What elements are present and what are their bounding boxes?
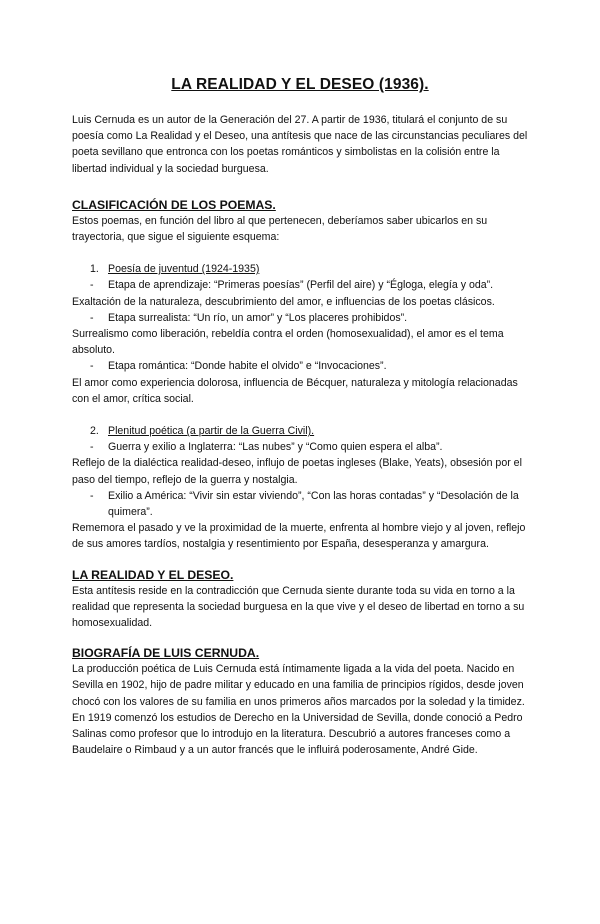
realidad-paragraph: Esta antítesis reside en la contradicción que Cernuda siente durante toda su vida en torno a la realidad que representa la sociedad burguesa en la que vive y el deseo de libertad en torno a su homosexualidad. xyxy=(72,584,525,630)
list-label: Plenitud poética (a partir de la Guerra Civil). xyxy=(108,425,315,438)
heading-biografia: BIOGRAFÍA DE LUIS CERNUDA. xyxy=(72,646,260,661)
document-page xyxy=(0,76,600,924)
list-item-plenitud xyxy=(72,423,528,439)
stage-item-romantica xyxy=(72,358,528,374)
dash-bullet: - xyxy=(90,279,94,292)
stage-text: Exilio a América: “Vivir sin estar viviendo”, “Con las horas contadas” y “Desolación de la quimera”. xyxy=(108,489,519,519)
stage-item-aprendizaje xyxy=(72,277,528,293)
list-number: 2. xyxy=(90,425,99,438)
dash-bullet: - xyxy=(90,489,94,502)
dash-bullet: - xyxy=(90,360,94,373)
stage-text: Etapa romántica: “Donde habite el olvido” e “Invocaciones”. xyxy=(108,360,387,373)
list-item-juventud xyxy=(72,261,528,277)
stage-text: Etapa de aprendizaje: “Primeras poesías” (Perfil del aire) y “Égloga, elegía y oda”. xyxy=(108,279,494,292)
intro-paragraph: Luis Cernuda es un autor de la Generación del 27. A partir de 1936, titulará el conjunto de su poesía como La Realidad y el Deseo, una antítesis que nace de las circunstancias peculiares del poeta sevillano que entronca con los poetas románticos y simbolistas en la colisión entre la libertad individual y la sociedad burguesa. xyxy=(72,114,528,175)
stage-item-inglaterra xyxy=(72,439,528,455)
stage-description: El amor como experiencia dolorosa, influencia de Bécquer, naturaleza y mitología relacionadas con el amor, crítica social. xyxy=(72,376,518,405)
heading-realidad: LA REALIDAD Y EL DESEO. xyxy=(72,567,234,582)
document-title: LA REALIDAD Y EL DESEO (1936). xyxy=(171,76,429,93)
stage-description: Rememora el pasado y ve la proximidad de la muerte, enfrenta al hombre viejo y al joven, reflejo de sus amores tardíos, nostalgia y resentimiento por España, desesperanza y amargura. xyxy=(72,522,526,551)
list-label: Poesía de juventud (1924-1935) xyxy=(108,263,260,276)
stage-text: Etapa surrealista: “Un río, un amor” y “Los placeres prohibidos”. xyxy=(108,311,408,324)
dash-bullet: - xyxy=(90,311,94,324)
stage-item-surrealista xyxy=(72,310,528,326)
stage-description: Surrealismo como liberación, rebeldía contra el orden (homosexualidad), el amor es el tema absoluto. xyxy=(72,328,504,357)
stage-text: Guerra y exilio a Inglaterra: “Las nubes” y “Como quien espera el alba”. xyxy=(108,441,443,454)
stage-item-america xyxy=(72,488,528,520)
dash-bullet: - xyxy=(90,441,94,454)
clasificacion-intro: Estos poemas, en función del libro al que pertenecen, deberíamos saber ubicarlos en su trayectoria, que sigue el siguiente esquema: xyxy=(72,214,488,244)
stage-description: Reflejo de la dialéctica realidad-deseo, influjo de poetas ingleses (Blake, Yeats), obsesión por el paso del tiempo, reflejo de la guerra y nostalgia. xyxy=(72,457,522,486)
list-number: 1. xyxy=(90,263,99,276)
stage-description: Exaltación de la naturaleza, descubrimiento del amor, e influencias de los poetas clásicos. xyxy=(72,295,495,308)
heading-clasificacion: CLASIFICACIÓN DE LOS POEMAS. xyxy=(72,197,276,212)
biografia-paragraph: La producción poética de Luis Cernuda está íntimamente ligada a la vida del poeta. Nacido en Sevilla en 1902, hijo de padre militar y educado en una familia de principios rígidos, desde joven chocó con los valores de su familia en unos primeros años marcados por la soledad y la timidez. En 1919 comenzó los estudios de Derecho en la Universidad de Sevilla, donde conoció a Pedro Salinas como profesor que lo introdujo en la literatura. Descubrió a autores franceses como a Baudelaire o Rimbaud y a un autor francés que le influirá poderosamente, André Gide. xyxy=(72,663,525,757)
